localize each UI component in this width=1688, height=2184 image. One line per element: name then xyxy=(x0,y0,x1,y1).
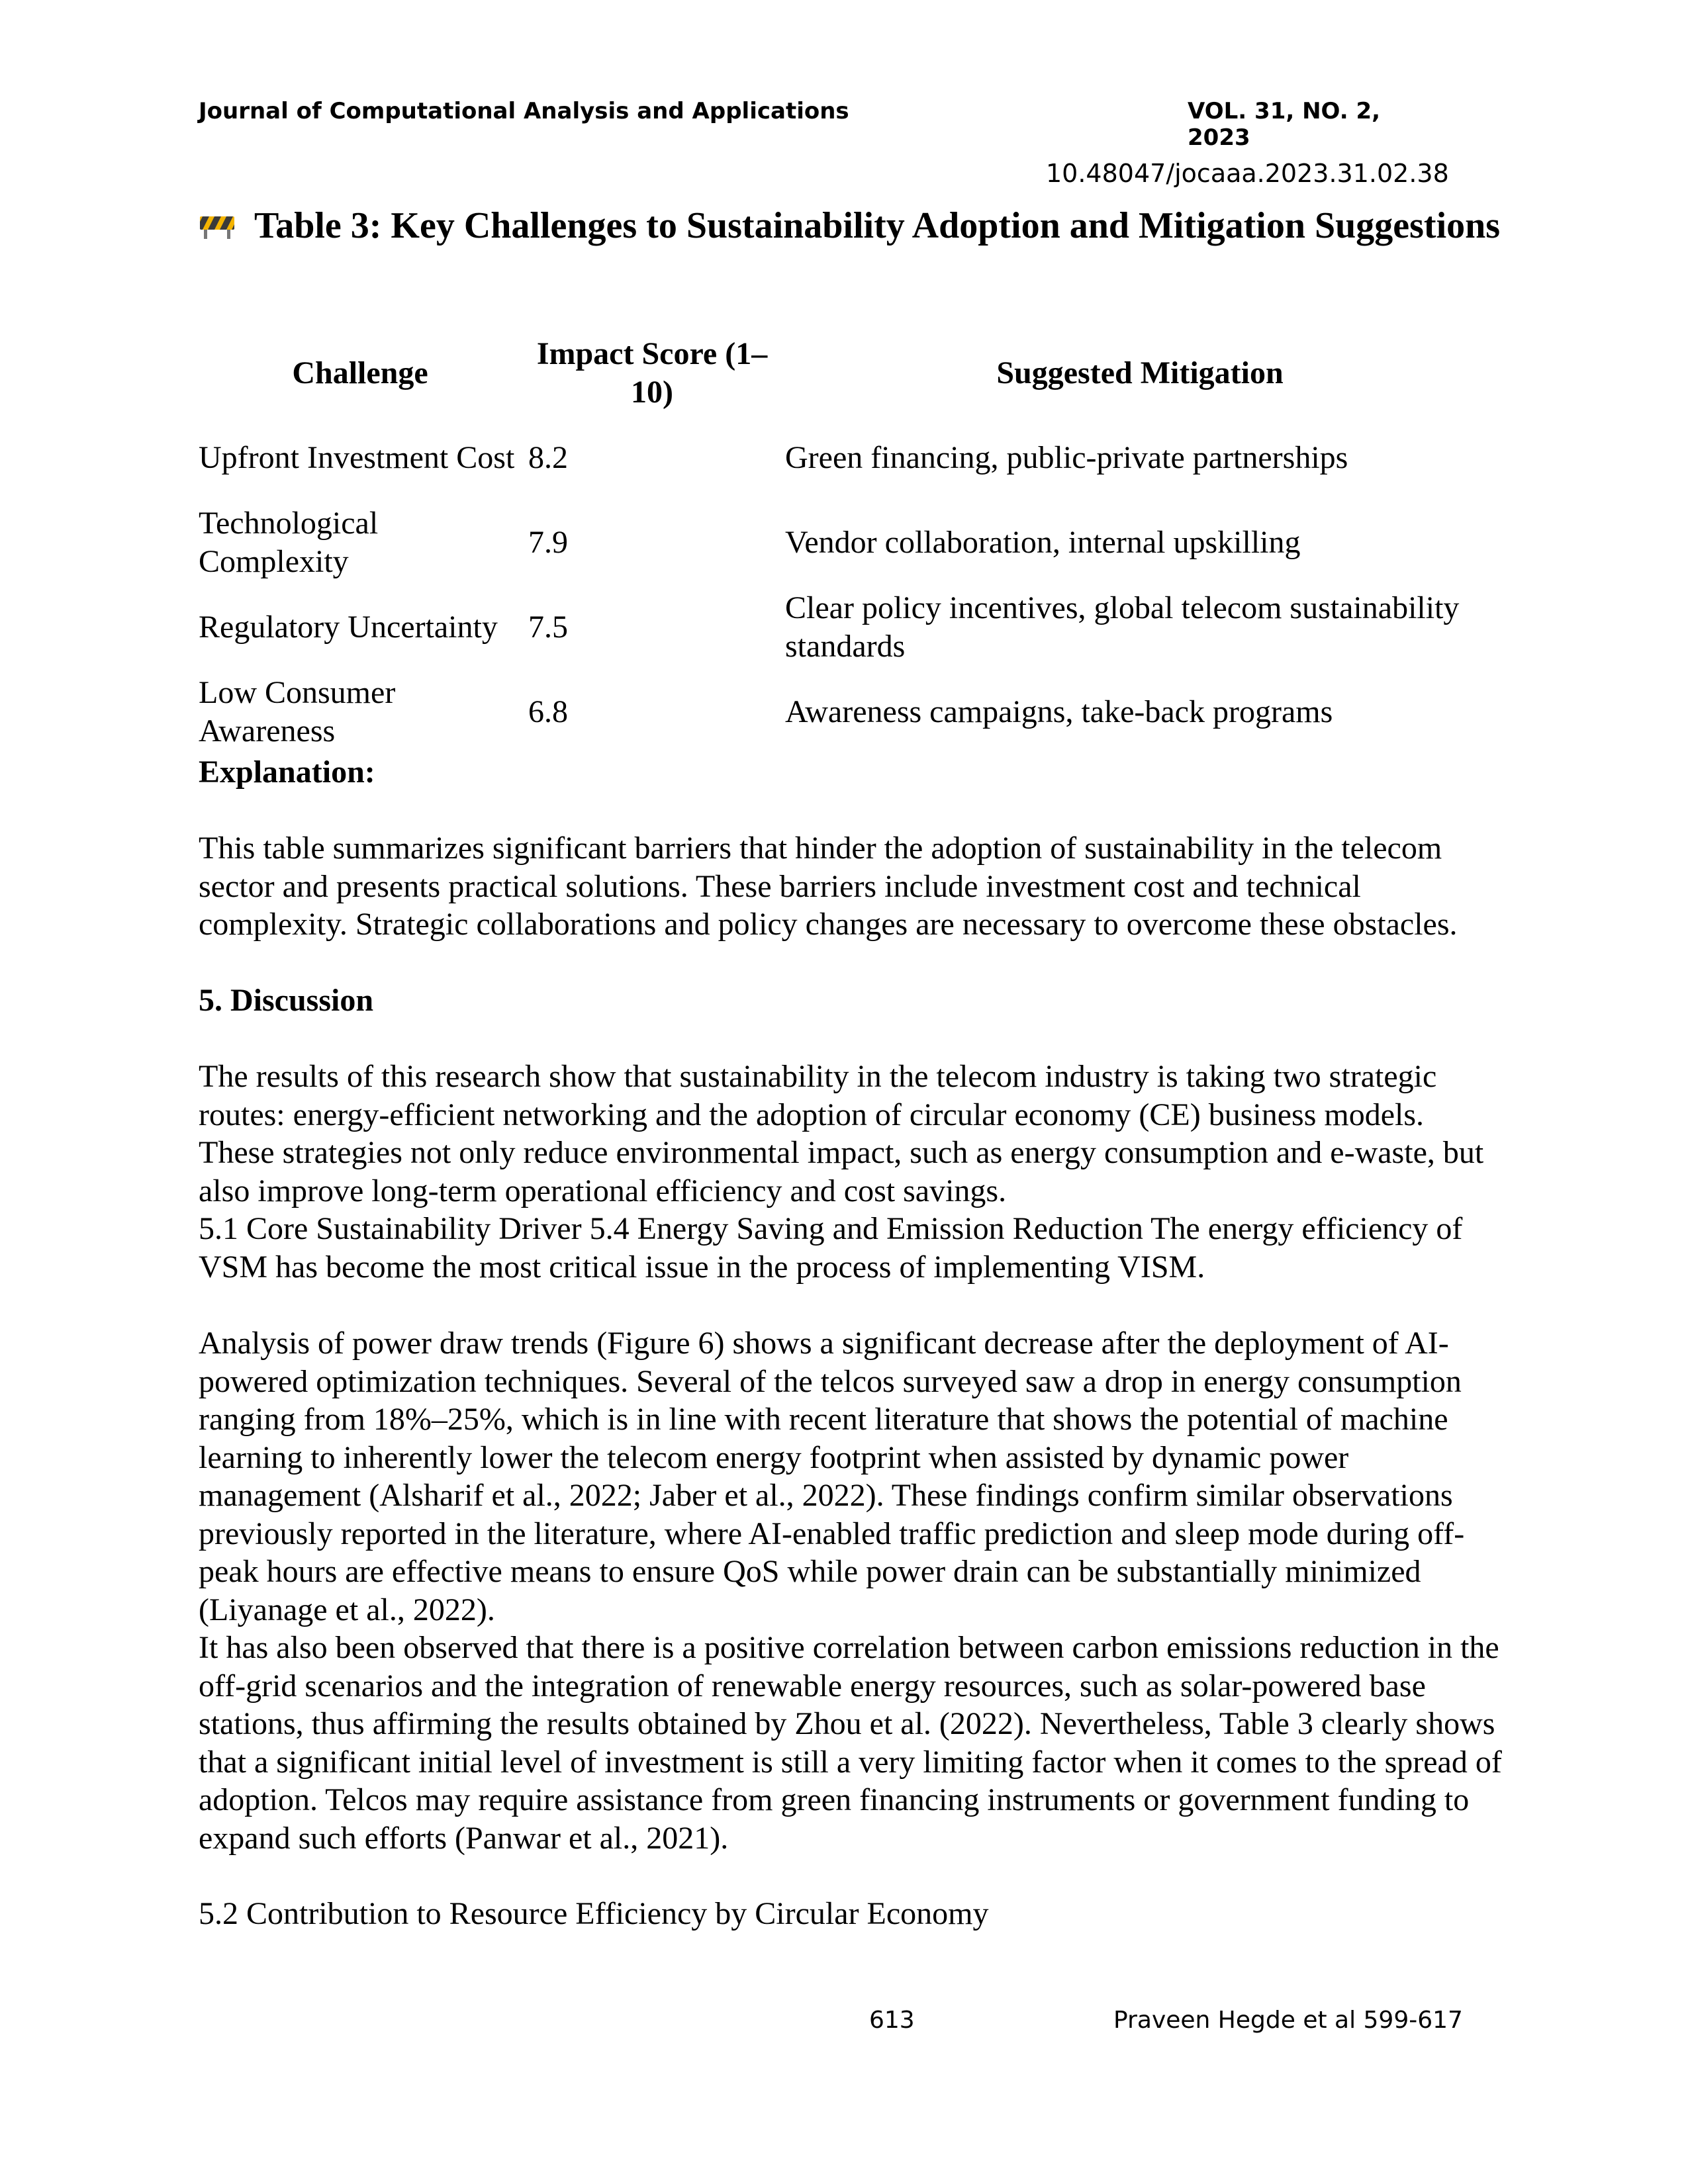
table-row xyxy=(196,670,1500,754)
impact-score-cell: 6.8 xyxy=(528,694,568,729)
impact-score-cell: 7.5 xyxy=(528,610,568,645)
journal-name: Journal of Computational Analysis and Applications xyxy=(199,98,849,124)
discussion-paragraph-1: The results of this research show that sustainability in the telecom industry is taking two strategic routes: energy-efficient networking and the adoption of circular economy (CE) business models. These strategies not only reduce environmental impact, such as energy consumption and e-waste, but also improve long-term operational efficiency and cost savings. xyxy=(199,1059,1484,1208)
table-title: Table 3: Key Challenges to Sustainability Adoption and Mitigation Suggestions xyxy=(254,205,1501,246)
challenge-cell: Technological Complexity xyxy=(199,506,379,579)
page-number: 613 xyxy=(869,2007,915,2034)
discussion-heading: 5. Discussion xyxy=(199,983,374,1018)
impact-score-cell: 7.9 xyxy=(528,525,568,560)
section-5-2-heading: 5.2 Contribution to Resource Efficiency by Circular Economy xyxy=(199,1896,989,1931)
explanation-heading: Explanation: xyxy=(199,754,375,790)
challenge-cell: Low Consumer Awareness xyxy=(199,675,396,749)
running-header xyxy=(199,98,1417,151)
column-header-challenge: Challenge xyxy=(292,355,428,390)
challenges-table xyxy=(196,331,1500,754)
column-header-mitigation: Suggested Mitigation xyxy=(996,355,1284,390)
challenge-cell: Upfront Investment Cost xyxy=(199,440,515,475)
volume-issue: VOL. 31, NO. 2, 2023 xyxy=(1188,98,1381,151)
discussion-paragraph-2: 5.1 Core Sustainability Driver 5.4 Energy Saving and Emission Reduction The energy efficiency of VSM has become the most critical issue in the process of implementing VISM. xyxy=(199,1211,1463,1285)
column-header-impact-score: Impact Score (1–10) xyxy=(536,336,768,410)
table-header-row xyxy=(196,331,1500,416)
mitigation-cell: Green financing, public-private partnerships xyxy=(785,440,1348,475)
challenge-cell: Regulatory Uncertainty xyxy=(199,610,498,645)
construction-barrier-icon xyxy=(199,214,236,240)
table-row xyxy=(196,500,1500,585)
discussion-paragraph-4: It has also been observed that there is a positive correlation between carbon emissions reduction in the off-grid scenarios and the integration of renewable energy resources, such as solar-powered base stations, thus affirming the results obtained by Zhou et al. (2022). Nevertheless, Table 3 clearly shows that a significant initial level of investment is still a very limiting factor when it comes to the spread of adoption. Telcos may require assistance from green financing instruments or government funding to expand such efforts (Panwar et al., 2021). xyxy=(199,1630,1502,1856)
mitigation-cell: Vendor collaboration, internal upskilling xyxy=(785,525,1301,560)
impact-score-cell: 8.2 xyxy=(528,440,568,475)
table-row xyxy=(196,416,1500,500)
footer-author: Praveen Hegde et al 599-617 xyxy=(1113,2007,1463,2034)
doi: 10.48047/jocaaa.2023.31.02.38 xyxy=(1046,159,1449,188)
table-row xyxy=(196,585,1500,670)
discussion-paragraph-3: Analysis of power draw trends (Figure 6) shows a significant decrease after the deployment of AI-powered optimization techniques. Several of the telcos surveyed saw a drop in energy consumption ranging from 18%–25%, which is in line with recent literature that shows the potential of machine learning to inherently lower the telecom energy footprint when assisted by dynamic power management (Alsharif et al., 2022; Jaber et al., 2022). These findings confirm similar observations previously reported in the literature, where AI-enabled traffic prediction and sleep mode during off-peak hours are effective means to ensure QoS while power drain can be substantially minimized (Liyanage et al., 2022). xyxy=(199,1326,1465,1627)
mitigation-cell: Clear policy incentives, global telecom sustainability standards xyxy=(785,590,1460,664)
mitigation-cell: Awareness campaigns, take-back programs xyxy=(785,694,1333,729)
table-caption xyxy=(199,203,1509,249)
explanation-paragraph: This table summarizes significant barriers that hinder the adoption of sustainability in the telecom sector and presents practical solutions. These barriers include investment cost and technical complexity. Strategic collaborations and policy changes are necessary to overcome these obstacles. xyxy=(199,831,1458,942)
